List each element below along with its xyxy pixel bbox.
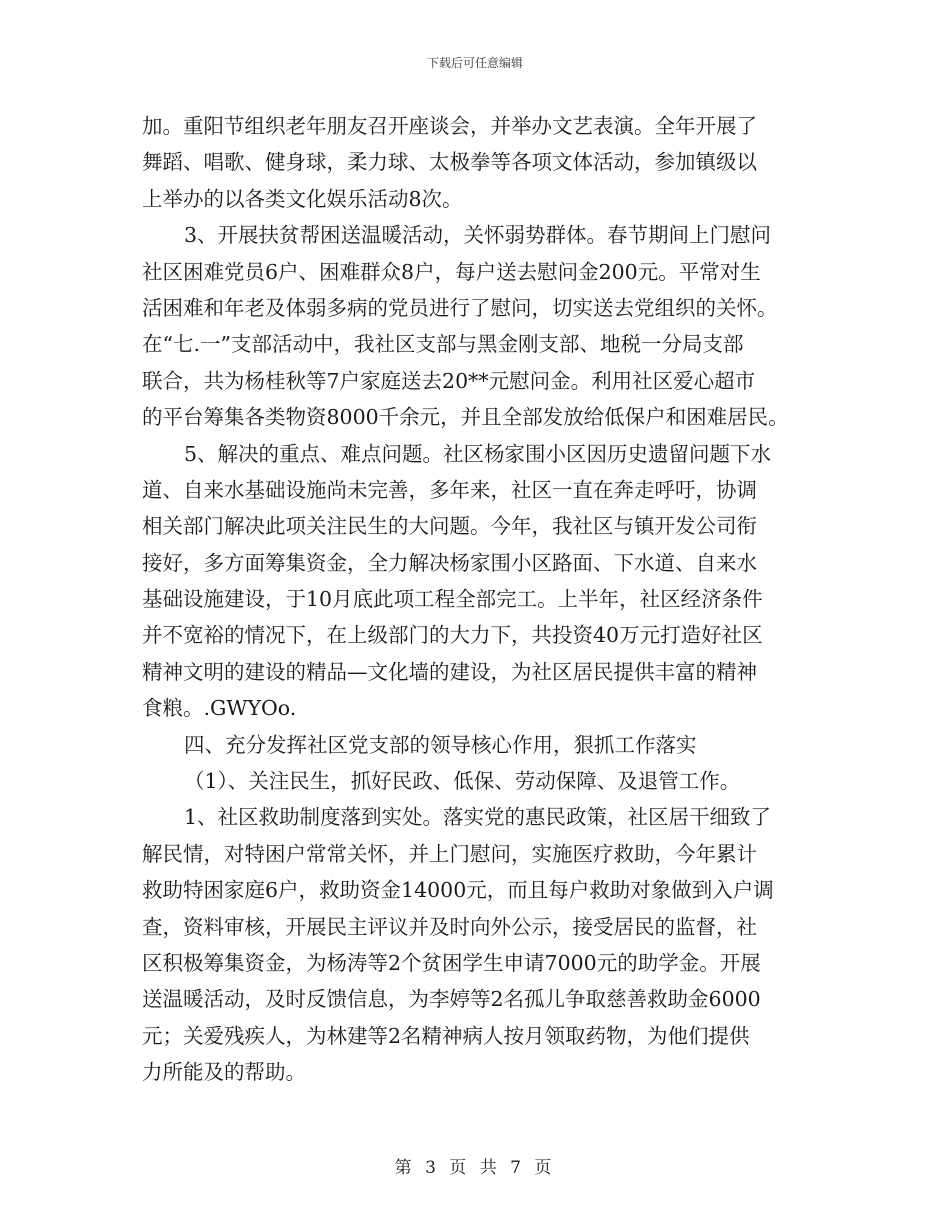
text-line: 食粮。.GWYOo.: [142, 696, 297, 721]
text-line: 并不宽裕的情况下，在上级部门的大力下，共投资40万元打造好社区: [142, 623, 763, 648]
text-line: 社区困难党员6户、困难群众8户，每户送去慰问金200元。平常对生: [142, 259, 761, 284]
text-line: 联合，共为杨桂秋等7户家庭送去20**元慰问金。利用社区爱心超市: [142, 368, 756, 393]
text-line: （1）、关注民生，抓好民政、低保、劳动保障、及退管工作。: [184, 769, 741, 794]
text-line: 元；关爱残疾人，为林建等2名精神病人按月领取药物，为他们提供: [142, 1023, 750, 1048]
text-line: 的平台筹集各类物资8000千余元，并且全部发放给低保户和困难居民。: [142, 405, 789, 430]
page-footer: 第 3 页 共 7 页: [394, 1158, 556, 1178]
text-line: 加。重阳节组织老年朋友召开座谈会，并举办文艺表演。全年开展了: [142, 114, 757, 138]
page-header: 下载后可任意编辑: [426, 56, 523, 70]
text-line: 相关部门解决此项关注民生的大问题。今年，我社区与镇开发公司衔: [142, 514, 757, 539]
text-line: 查，资料审核，开展民主评议并及时向外公示，接受居民的监督，社: [142, 914, 757, 939]
text-line: 5、解决的重点、难点问题。社区杨家围小区因历史遗留问题下水: [184, 441, 772, 466]
text-line: 区积极筹集资金，为杨涛等2个贫困学生申请7000元的助学金。开展: [142, 950, 761, 975]
text-line: 力所能及的帮助。: [142, 1060, 306, 1085]
text-line: 解民情，对特困户常常关怀，并上门慰问，实施医疗救助，今年累计: [142, 841, 757, 866]
text-line: 精神文明的建设的精品—文化墙的建设，为社区居民提供丰富的精神: [142, 659, 757, 684]
text-line: 基础设施建设，于10月底此项工程全部完工。上半年，社区经济条件: [142, 587, 763, 612]
text-line: 在“七.一”支部活动中，我社区支部与黑金刚支部、地税一分局支部: [142, 332, 744, 357]
text-line: 活困难和年老及体弱多病的党员进行了慰问，切实送去党组织的关怀。: [142, 295, 778, 320]
text-line: 3、开展扶贫帮困送温暖活动，关怀弱势群体。春节期间上门慰问: [184, 223, 772, 248]
text-line: 送温暖活动，及时反馈信息，为李婷等2名孤儿争取慈善救助金6000: [142, 987, 761, 1012]
document-body: [142, 108, 822, 1091]
text-line: 道、自来水基础设施尚未完善，多年来，社区一直在奔走呼吁，协调: [142, 477, 757, 502]
text-line: 上举办的以各类文化娱乐活动8次。: [142, 186, 463, 211]
text-line: 四、充分发挥社区党支部的领导核心作用，狠抓工作落实: [184, 732, 697, 757]
text-line: 舞蹈、唱歌、健身球，柔力球、太极拳等各项文体活动，参加镇级以: [142, 150, 757, 175]
text-line: 救助特困家庭6户，救助资金14000元，而且每户救助对象做到入户调: [142, 878, 774, 903]
text-line: 接好，多方面筹集资金，全力解决杨家围小区路面、下水道、自来水: [142, 550, 757, 575]
text-line: 1、社区救助制度落到实处。落实党的惠民政策，社区居干细致了: [184, 805, 772, 830]
